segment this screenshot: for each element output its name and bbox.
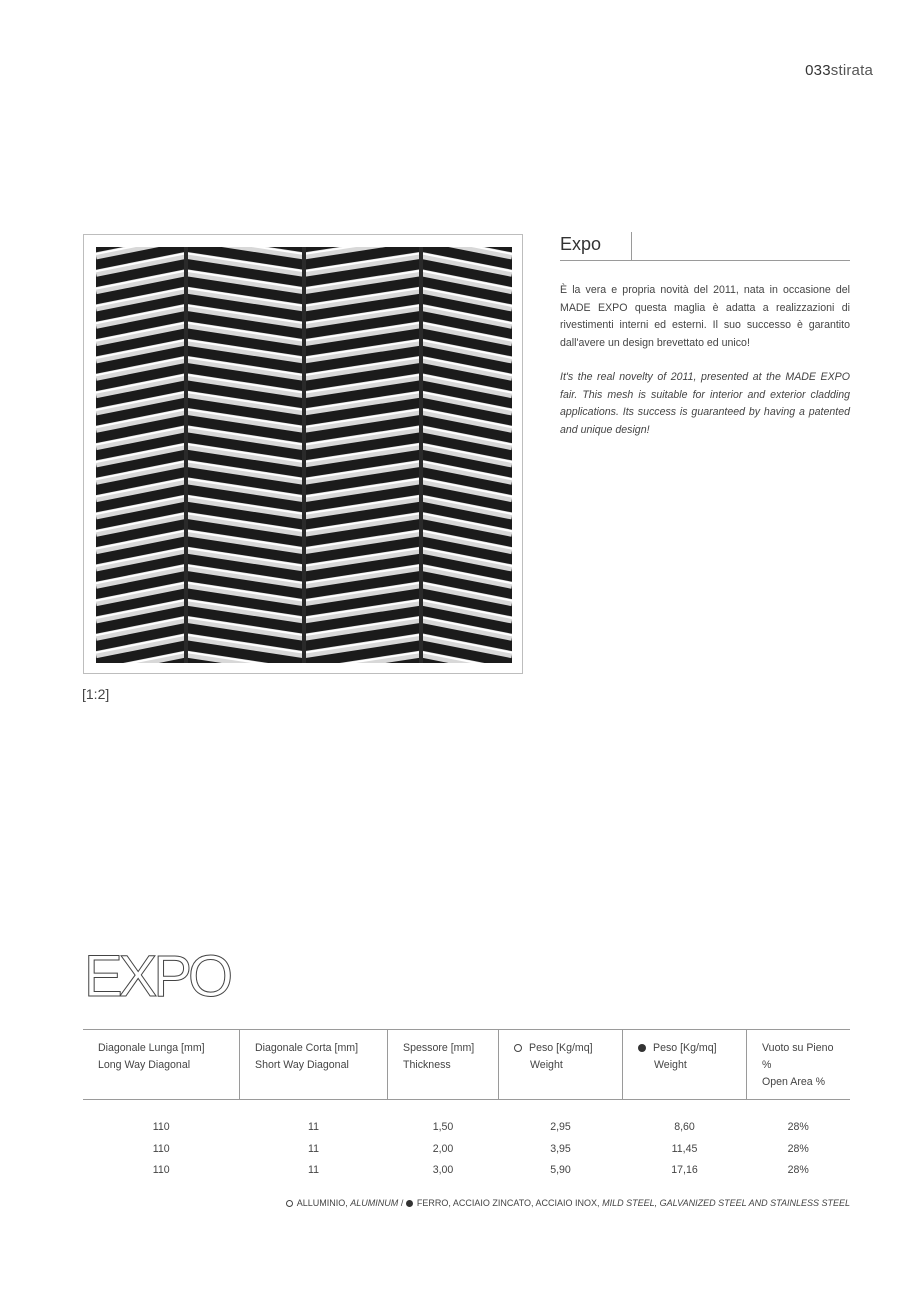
section-name: stirata	[830, 62, 873, 79]
scale-label: [1:2]	[82, 686, 110, 702]
cell-weight-aluminum: 3,95	[550, 1142, 571, 1155]
table-row	[83, 1100, 850, 1139]
cell-weight-steel: 17,16	[671, 1164, 698, 1176]
title-divider	[631, 232, 632, 260]
cell-short-diagonal: 11	[308, 1142, 319, 1155]
spec-table	[83, 1029, 850, 1182]
page-number: 033	[805, 62, 831, 79]
description-italian: È la vera e propria novità del 2011, nata in occasione del MADE EXPO questa maglia è adatta a realizzazioni di rivestimenti interni ed esterni. Il suo successo è garantito dall'avere un design brevettato ed unico!	[560, 284, 850, 349]
cell-open-area: 28%	[787, 1121, 809, 1133]
cell-weight-steel: 11,45	[671, 1142, 698, 1155]
mesh-pattern-graphic	[96, 247, 512, 663]
cell-open-area: 28%	[787, 1142, 809, 1155]
table-row	[83, 1160, 850, 1182]
cell-short-diagonal: 11	[308, 1121, 319, 1133]
cell-weight-aluminum: 2,95	[550, 1121, 571, 1133]
col-header-thickness: Spessore [mm] Thickness	[388, 1030, 499, 1100]
product-title: Expo	[560, 234, 602, 254]
product-title-box	[560, 232, 850, 261]
cell-short-diagonal: 11	[308, 1164, 319, 1176]
product-big-name: EXPO	[84, 944, 230, 1009]
cell-long-diagonal: 110	[152, 1121, 170, 1133]
filled-circle-icon	[406, 1200, 413, 1207]
col-header-open-area: Vuoto su Pieno % Open Area %	[747, 1030, 851, 1100]
material-legend: ALLUMINIO, ALUMINUM / FERRO, ACCIAIO ZINCATO, ACCIAIO INOX, MILD STEEL, GALVANIZED STEEL AND STAINLESS STEEL	[286, 1198, 850, 1208]
cell-thickness: 1,50	[432, 1121, 454, 1133]
col-header-short-diagonal: Diagonale Corta [mm] Short Way Diagonal	[240, 1030, 388, 1100]
cell-open-area: 28%	[787, 1164, 809, 1176]
cell-thickness: 3,00	[432, 1164, 454, 1176]
open-circle-icon	[286, 1200, 293, 1207]
description-english: It's the real novelty of 2011, presented at the MADE EXPO fair. This mesh is suitable for interior and exterior cladding applications. Its success is guaranteed by having a patented and unique design!	[560, 371, 850, 436]
filled-circle-icon	[638, 1044, 646, 1052]
col-header-long-diagonal: Diagonale Lunga [mm] Long Way Diagonal	[83, 1030, 240, 1100]
product-image-frame	[83, 234, 523, 674]
cell-thickness: 2,00	[432, 1142, 454, 1155]
table-row	[83, 1139, 850, 1161]
col-header-weight-steel: Peso [Kg/mq] Weight	[623, 1030, 747, 1100]
cell-weight-aluminum: 5,90	[550, 1164, 571, 1176]
page-header	[805, 62, 873, 79]
cell-long-diagonal: 110	[152, 1164, 170, 1176]
cell-long-diagonal: 110	[152, 1142, 170, 1155]
mesh-photo	[96, 247, 512, 663]
open-circle-icon	[514, 1044, 522, 1052]
spec-header-row	[83, 1030, 850, 1100]
cell-weight-steel: 8,60	[674, 1121, 695, 1133]
col-header-weight-aluminum: Peso [Kg/mq] Weight	[499, 1030, 623, 1100]
